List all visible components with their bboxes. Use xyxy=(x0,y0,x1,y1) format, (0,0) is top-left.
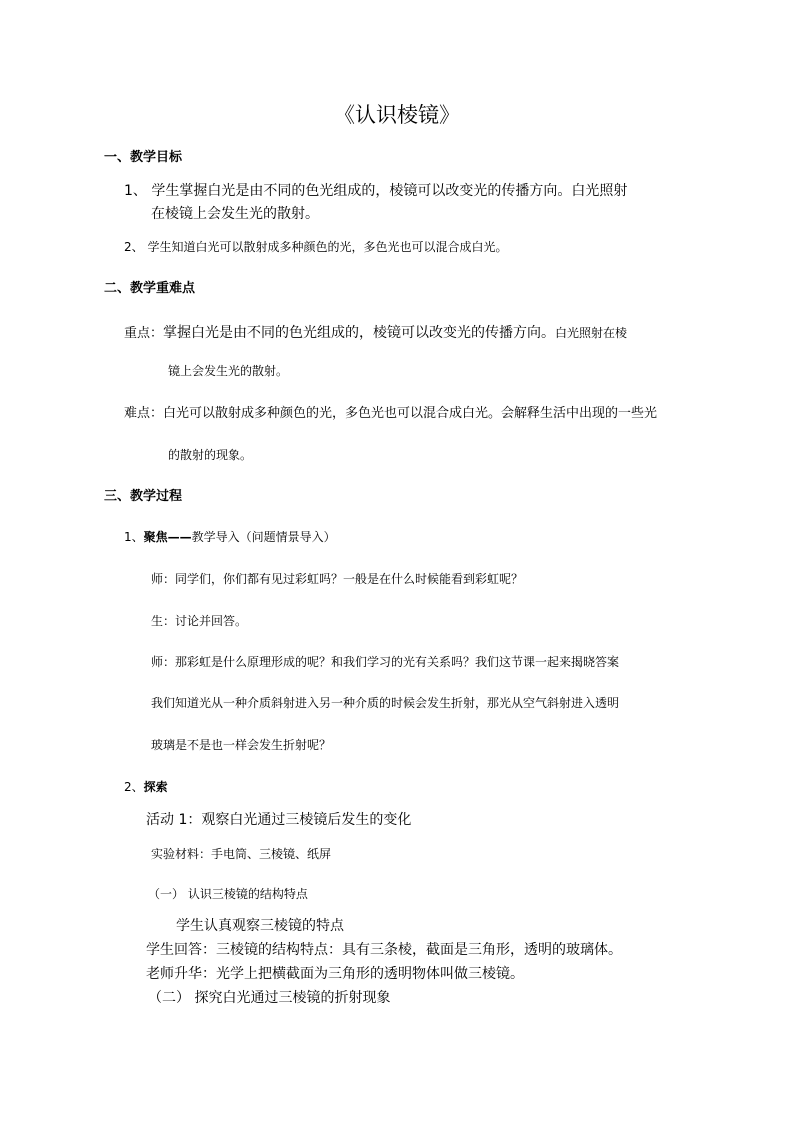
section-heading-process: 三、教学过程 xyxy=(104,489,183,504)
difficulty-label: 难点： xyxy=(124,406,164,421)
subsection-2-heading: （二） 探究白光通过三棱镜的折射现象 xyxy=(148,990,391,1006)
goal-item-2: 2、 学生知道白光可以散射成多种颜色的光，多色光也可以混合成白光。 xyxy=(124,240,508,254)
goal-item-1-line-2: 在棱镜上会发生光的散射。 xyxy=(151,206,319,222)
step-2-heading xyxy=(124,781,168,793)
difficulty-line-2: 的散射的现象。 xyxy=(168,448,253,462)
materials-line: 实验材料：手电筒、三棱镜、纸屏 xyxy=(151,847,332,861)
teacher-summary-line: 老师升华：光学上把横截面为三角形的透明物体叫做三棱镜。 xyxy=(146,966,524,982)
student-line-1: 生：讨论并回答。 xyxy=(151,614,248,628)
difficulty-text: 白光可以散射成多种颜色的光，多色光也可以混合成白光。会解释生活中出现的一些光 xyxy=(163,406,658,421)
difficulty-line-1 xyxy=(124,407,657,420)
student-answer-line: 学生回答：三棱镜的结构特点：具有三条棱，截面是三角形，透明的玻璃体。 xyxy=(146,942,622,958)
subsection-1-heading: （一） 认识三棱镜的结构特点 xyxy=(148,887,308,901)
step-1-subtitle: 教学导入（问题情景导入） xyxy=(191,530,336,544)
section-heading-goals: 一、教学目标 xyxy=(104,150,183,165)
paragraph-line-1: 我们知道光从一种介质斜射进入另一种介质的时候会发生折射，那光从空气斜射进入透明 xyxy=(151,696,620,710)
goal-item-1-line-1: 1、 学生掌握白光是由不同的色光组成的，棱镜可以改变光的传播方向。白光照射 xyxy=(124,183,628,199)
key-point-line-2: 镜上会发生光的散射。 xyxy=(168,364,289,378)
paragraph-line-2: 玻璃是不是也一样会发生折射呢？ xyxy=(151,738,332,752)
step-2-number: 2、 xyxy=(124,780,144,794)
step-2-title: 探索 xyxy=(143,780,168,794)
teacher-line-2: 师：那彩虹是什么原理形成的呢？和我们学习的光有关系吗？我们这节课一起来揭晓答案 xyxy=(151,655,620,669)
key-point-text-main: 掌握白光是由不同的色光组成的，棱镜可以改变光的传播方向。 xyxy=(163,325,556,341)
key-point-text-tail: 白光照射在棱 xyxy=(555,326,628,340)
step-1-number: 1、 xyxy=(124,530,144,544)
observe-line: 学生认真观察三棱镜的特点 xyxy=(176,918,344,934)
document-title: 《认识棱镜》 xyxy=(334,103,460,127)
step-1-title: 聚焦—— xyxy=(143,530,192,544)
teacher-line-1: 师：同学们，你们都有见过彩虹吗？一般是在什么时候能看到彩虹呢？ xyxy=(151,572,524,586)
step-1-heading xyxy=(124,531,336,543)
key-point-line-1 xyxy=(124,324,627,340)
key-point-label: 重点： xyxy=(124,326,164,341)
section-heading-key-points: 二、教学重难点 xyxy=(104,281,196,296)
activity-1-title: 活动 1：观察白光通过三棱镜后发生的变化 xyxy=(146,812,412,828)
